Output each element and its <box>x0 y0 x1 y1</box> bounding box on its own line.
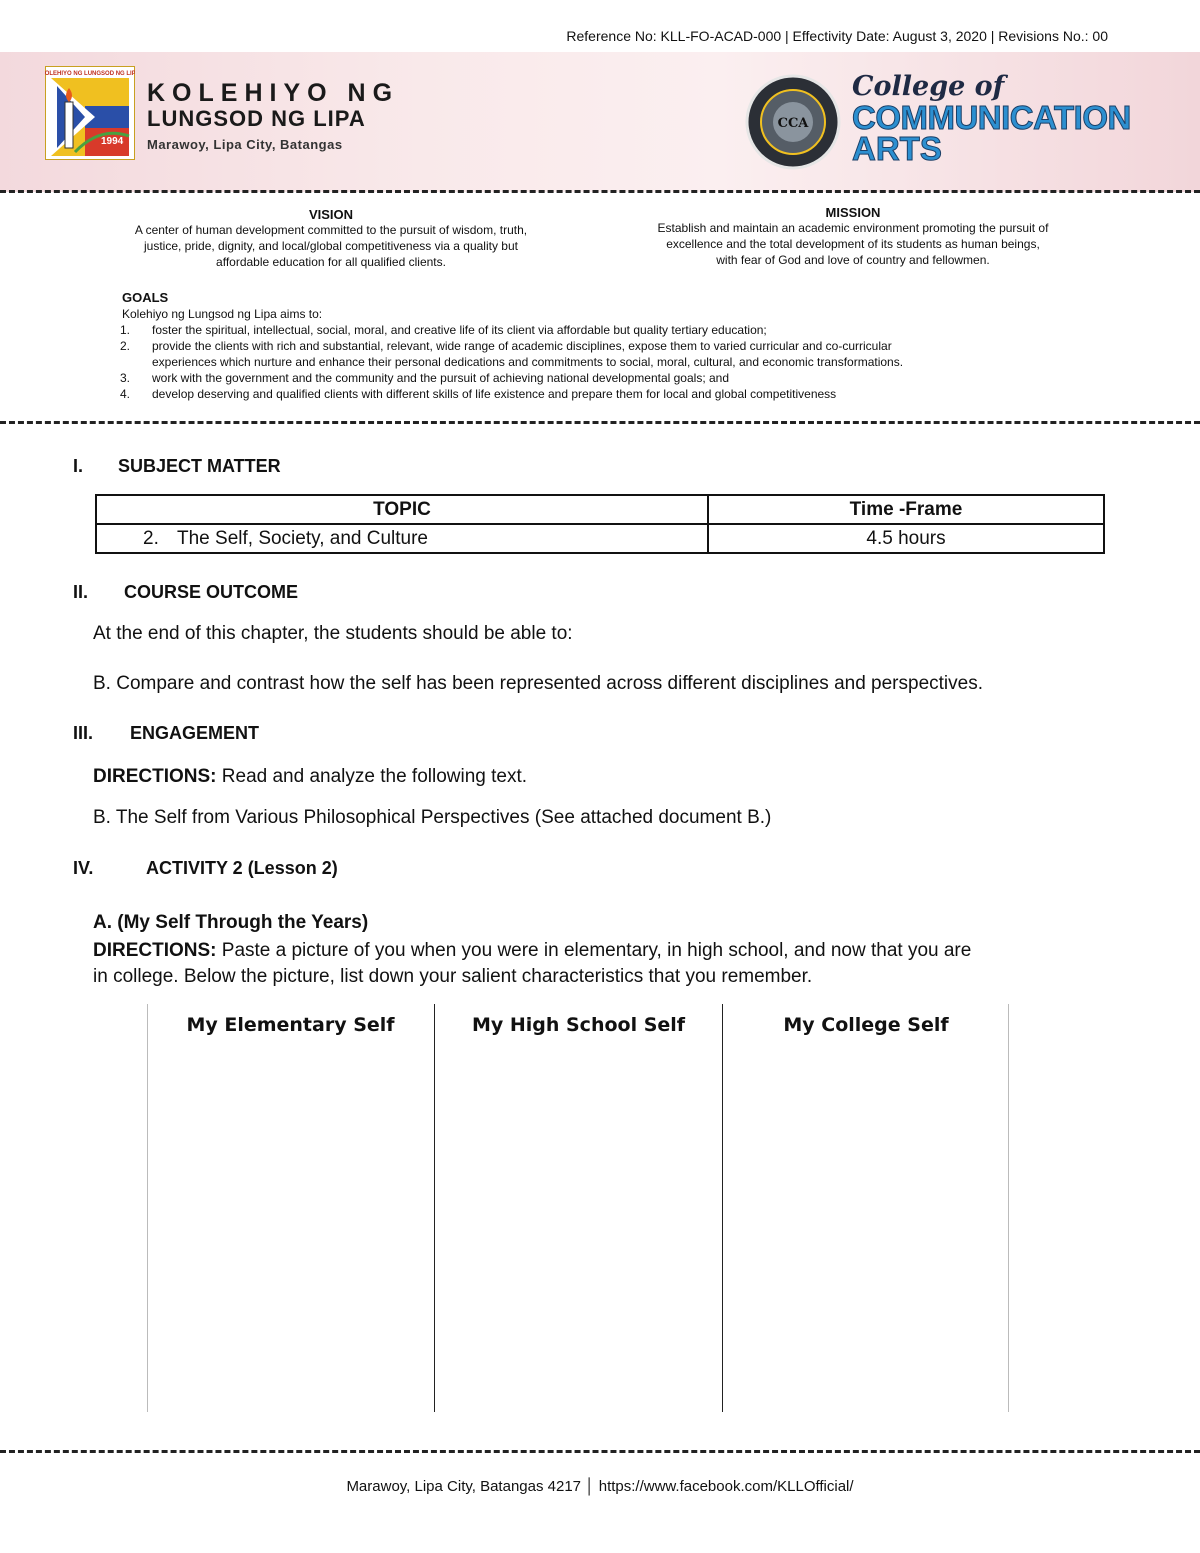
goal-text: work with the government and the community and the pursuit of achieving national developmental goals; and <box>152 371 730 385</box>
goal-item-continued <box>122 354 1082 370</box>
section-number: II. <box>73 582 89 602</box>
column-header-college: My College Self <box>783 1014 949 1036</box>
column-divider <box>434 1004 435 1412</box>
goals-list <box>119 322 1082 402</box>
goals-divider <box>0 421 1200 424</box>
goals-intro: Kolehiyo ng Lungsod ng Lipa aims to: <box>122 307 323 321</box>
kll-logo <box>45 66 135 160</box>
header-divider <box>0 190 1200 193</box>
goal-number-blank <box>82 354 152 370</box>
mission-block <box>620 205 1086 268</box>
goal-number: 1. <box>119 323 130 337</box>
section-title: ENGAGEMENT <box>130 723 260 743</box>
section-number: I. <box>73 456 84 476</box>
school-name <box>147 80 399 152</box>
footer-divider <box>0 1450 1200 1453</box>
section-activity-heading <box>73 858 338 879</box>
goal-item <box>119 386 1082 402</box>
kll-logo-text: KOLEHIYO NG LUNGSOD NG LIPA <box>45 71 135 77</box>
school-name-line2: LUNGSOD NG LIPA <box>147 106 366 131</box>
mission-heading: MISSION <box>825 205 881 220</box>
column-header-high-school: My High School Self <box>471 1014 686 1036</box>
table-header-time-frame: Time -Frame <box>708 495 1104 524</box>
directions-text: Paste a picture of you when you were in elementary, in high school, and now that you are <box>216 940 972 961</box>
college-name <box>852 71 1131 167</box>
directions-label: DIRECTIONS: <box>93 766 217 787</box>
vision-line: A center of human development committed to the pursuit of wisdom, truth, <box>134 223 528 237</box>
college-name-line1: College of <box>852 71 1005 102</box>
directions-text: Read and analyze the following text. <box>216 766 528 787</box>
goal-text: foster the spiritual, intellectual, social, moral, and creative life of its client via affordable but quality tertiary education; <box>152 323 767 337</box>
vision-block <box>100 207 562 270</box>
column-divider <box>722 1004 723 1412</box>
table-header-row <box>96 495 1104 524</box>
goal-number: 2. <box>119 339 130 353</box>
goal-item <box>119 322 1082 338</box>
engagement-directions <box>93 766 527 788</box>
section-number: III. <box>73 723 94 743</box>
activity-directions-line2: in college. Below the picture, list down your salient characteristics that you remember. <box>93 966 813 987</box>
engagement-reading: B. The Self from Various Philosophical Perspectives (See attached document B.) <box>93 807 772 828</box>
goal-item <box>119 370 1082 386</box>
section-subject-matter-heading <box>73 456 281 477</box>
table-cell-topic <box>96 524 708 553</box>
section-course-outcome-heading <box>73 582 298 603</box>
mission-line: Establish and maintain an academic environment promoting the pursuit of <box>657 221 1049 235</box>
goal-text: develop deserving and qualified clients with different skills of life existence and prepare them for local and global competitiveness <box>152 387 837 401</box>
table-row <box>96 524 1104 553</box>
goal-number: 3. <box>119 371 130 385</box>
activity-directions <box>93 938 1113 990</box>
section-title: SUBJECT MATTER <box>118 456 281 476</box>
column-divider <box>147 1004 148 1412</box>
column-header-elementary: My Elementary Self <box>186 1014 395 1036</box>
topic-number: 2. <box>143 527 159 549</box>
reference-line: Reference No: KLL-FO-ACAD-000 | Effectivity Date: August 3, 2020 | Revisions No.: 00 <box>566 28 1108 44</box>
school-name-line1: KOLEHIYO NG <box>147 79 400 107</box>
cca-seal-logo <box>745 74 841 170</box>
goals-heading: GOALS <box>122 290 169 305</box>
goal-number: 4. <box>119 387 130 401</box>
school-address: Marawoy, Lipa City, Batangas <box>147 137 343 152</box>
vision-line: affordable education for all qualified clients. <box>216 255 446 269</box>
directions-label: DIRECTIONS: <box>93 940 217 961</box>
course-outcome-intro: At the end of this chapter, the students should be able to: <box>93 623 573 644</box>
section-title: ACTIVITY 2 (Lesson 2) <box>146 858 338 878</box>
cca-seal-text: CCA <box>777 116 809 131</box>
column-divider <box>1008 1004 1009 1412</box>
table-header-topic: TOPIC <box>96 495 708 524</box>
mission-line: excellence and the total development of its students as human beings, <box>666 237 1040 251</box>
course-outcome-text: B. Compare and contrast how the self has been represented across different disciplines and perspectives. <box>93 673 983 694</box>
goal-item <box>119 338 1082 354</box>
activity-directions-line1 <box>93 938 1113 964</box>
section-engagement-heading <box>73 723 259 744</box>
college-name-line2: COMMUNICATION <box>852 99 1131 136</box>
college-name-line3: ARTS <box>852 130 942 167</box>
self-through-years-table <box>147 1004 1009 1412</box>
goal-text: provide the clients with rich and substantial, relevant, wide range of academic disciplines, expose them to varied curricular and co-curricular <box>152 339 892 353</box>
activity-subtitle: A. (My Self Through the Years) <box>93 912 369 933</box>
vision-line: justice, pride, dignity, and local/global competitiveness via a quality but <box>144 239 518 253</box>
vision-heading: VISION <box>308 207 354 222</box>
subject-matter-table <box>95 494 1105 554</box>
goals-block <box>119 290 1082 402</box>
mission-line: with fear of God and love of country and fellowmen. <box>716 253 990 267</box>
footer-text: Marawoy, Lipa City, Batangas 4217 │ https://www.facebook.com/KLLOfficial/ <box>346 1478 854 1495</box>
table-cell-time: 4.5 hours <box>708 524 1104 553</box>
goal-text: experiences which nurture and enhance their personal dedications and commitments to social, moral, cultural, and economic transformations. <box>152 355 904 369</box>
section-number: IV. <box>73 858 94 878</box>
kll-logo-year: 1994 <box>101 136 124 147</box>
topic-text: The Self, Society, and Culture <box>177 527 428 549</box>
section-title: COURSE OUTCOME <box>124 582 299 602</box>
